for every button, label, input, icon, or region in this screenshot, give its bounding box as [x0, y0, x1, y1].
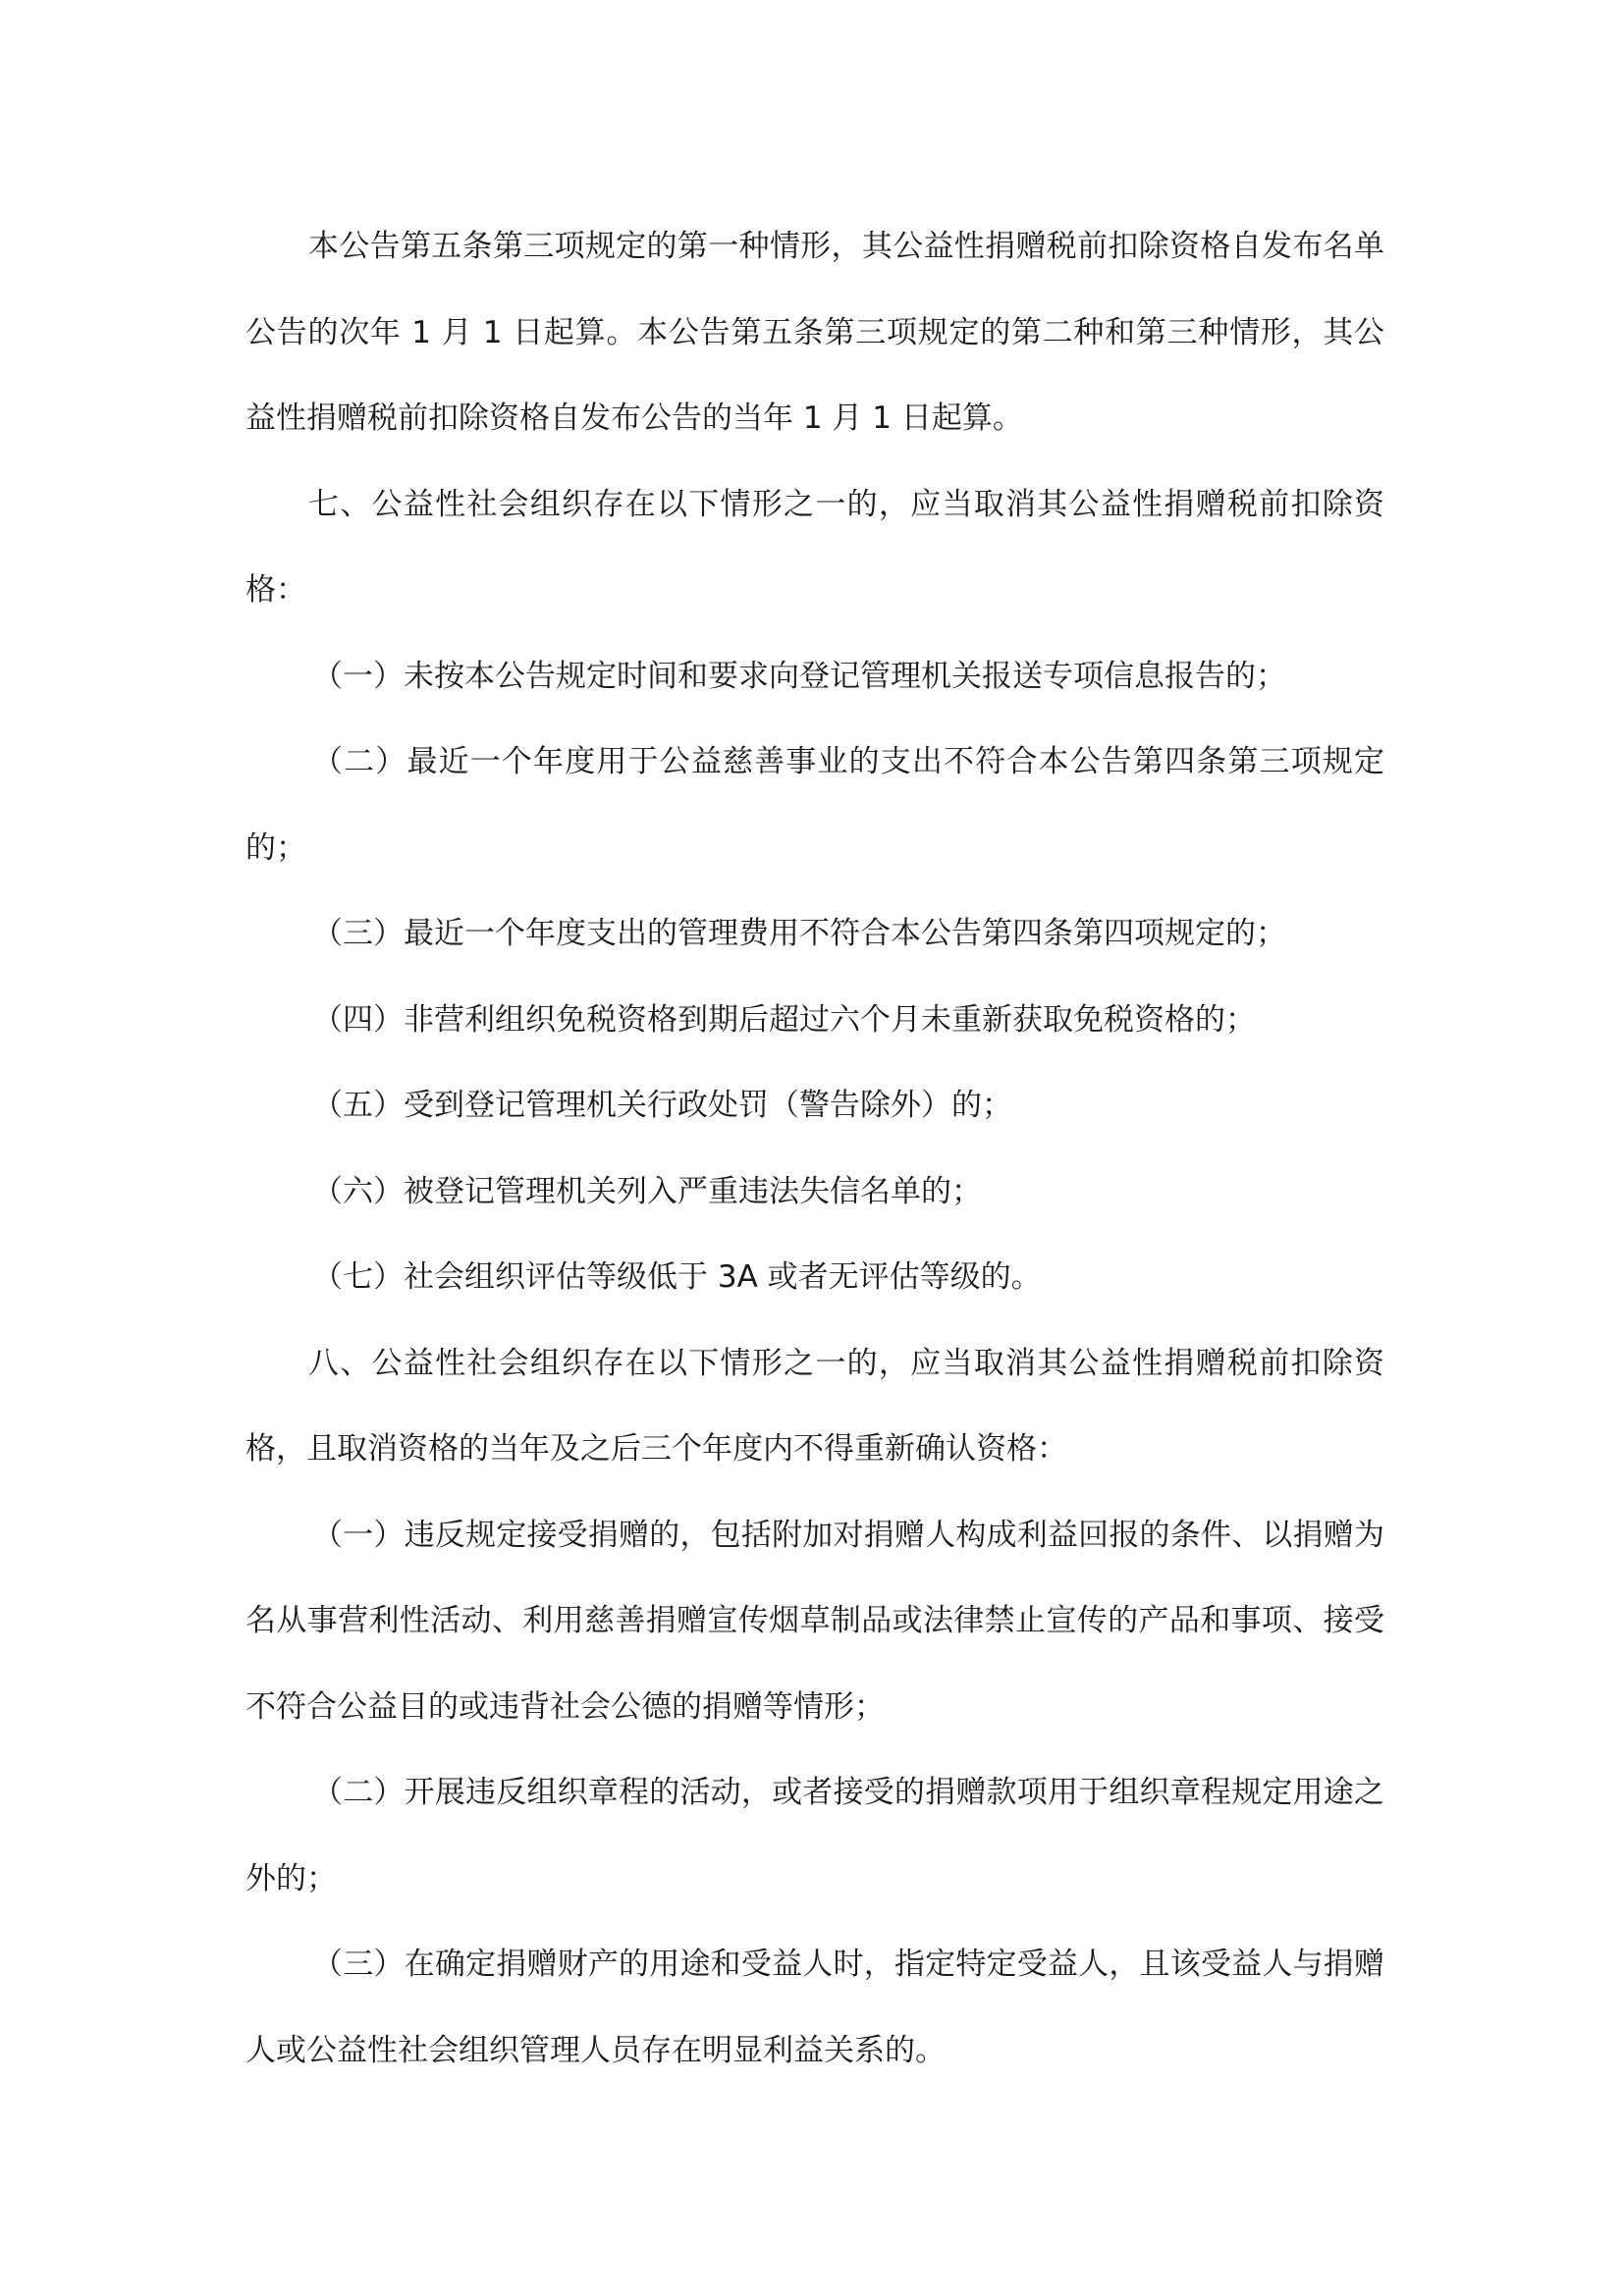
list-item-seven-1: （一）未按本公告规定时间和要求向登记管理机关报送专项信息报告的；	[312, 658, 1286, 694]
list-item-seven-3: （三）最近一个年度支出的管理费用不符合本公告第四条第四项规定的；	[312, 916, 1286, 951]
document-body	[245, 204, 1384, 2094]
list-item-seven-2: （二）最近一个年度用于公益慈善事业的支出不符合本公告第四条第三项规定的；	[245, 744, 1384, 866]
list-item-seven-4: （四）非营利组织免税资格到期后超过六个月未重新获取免税资格的；	[312, 1001, 1256, 1038]
list-item-eight-2: （二）开展违反组织章程的活动，或者接受的捐赠款项用于组织章程规定用途之外的；	[245, 1775, 1384, 1896]
list-item-eight-1: （一）违反规定接受捐赠的，包括附加对捐赠人构成利益回报的条件、以捐赠为名从事营利性活动、利用慈善捐赠宣传烟草制品或法律禁止宣传的产品和事项、接受不符合公益目的或违背社会公德的捐赠等情形；	[245, 1517, 1384, 1725]
list-item-seven-7: （七）社会组织评估等级低于 3A 或者无评估等级的。	[312, 1259, 1042, 1295]
list-item-seven-6: （六）被登记管理机关列入严重违法失信名单的；	[312, 1173, 982, 1209]
paragraph-effective-date: 本公告第五条第三项规定的第一种情形，其公益性捐赠税前扣除资格自发布名单公告的次年 1 月 1 日起算。本公告第五条第三项规定的第二种和第三种情形，其公益性捐赠税前扣除资格自发布公告的当年 1 月 1 日起算。	[245, 229, 1384, 436]
paragraph-section-eight-heading: 八、公益性社会组织存在以下情形之一的，应当取消其公益性捐赠税前扣除资格，且取消资格的当年及之后三个年度内不得重新确认资格：	[245, 1345, 1384, 1467]
list-item-eight-3: （三）在确定捐赠财产的用途和受益人时，指定特定受益人，且该受益人与捐赠人或公益性社会组织管理人员存在明显利益关系的。	[245, 1947, 1384, 2068]
list-item-seven-5: （五）受到登记管理机关行政处罚（警告除外）的；	[312, 1088, 1012, 1123]
paragraph-section-seven-heading: 七、公益性社会组织存在以下情形之一的，应当取消其公益性捐赠税前扣除资格：	[245, 486, 1384, 608]
